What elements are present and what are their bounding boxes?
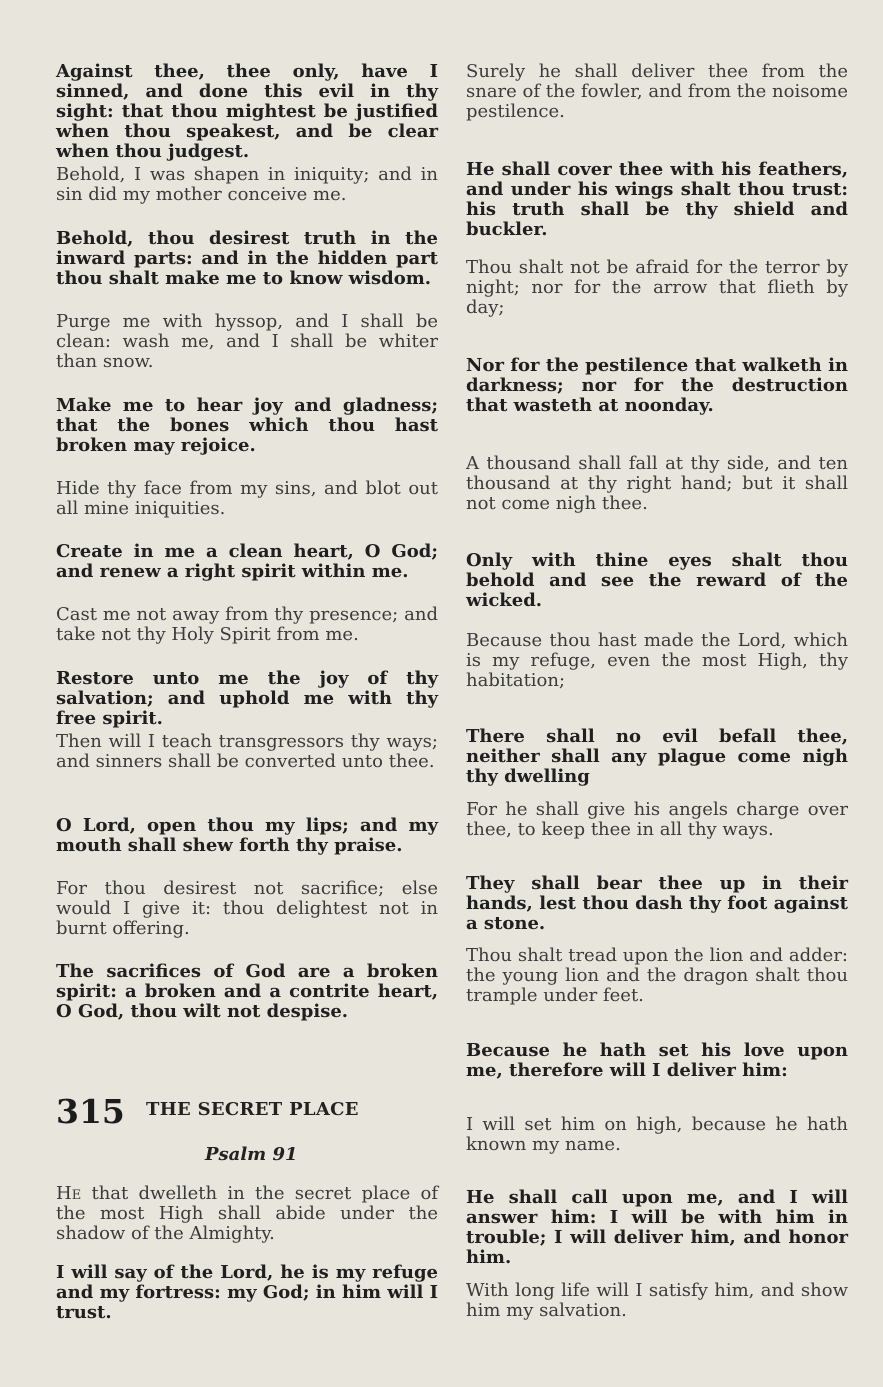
left-verse-6: Hide thy face from my sins, and blot out all mine iniquities. [56, 478, 438, 519]
left-verse-11: O Lord, open thou my lips; and my mouth shall shew forth thy praise. [56, 815, 438, 856]
right-verse-9: For he shall give his angels charge over thee, to keep thee in all thy ways. [466, 799, 848, 840]
right-verse-8: There shall no evil befall thee, neither shall any plague come nigh thy dwelling [466, 726, 848, 787]
left-verse-7: Create in me a clean heart, O God; and renew a right spirit within me. [56, 541, 438, 582]
left-verse-1: Against thee, thee only, have I sinned, and done this evil in thy sight: that thou mightest be justified when thou speakest, and be clear when thou judgest. [56, 61, 438, 162]
psalm-reference: Psalm 91 [205, 1144, 298, 1165]
left-verse-8: Cast me not away from thy presence; and take not thy Holy Spirit from me. [56, 604, 438, 645]
hymn-number: 315 [56, 1092, 125, 1131]
left-verse-5: Make me to hear joy and gladness; that the bones which thou hast broken may rejoice. [56, 395, 438, 456]
left-verse-9: Restore unto me the joy of thy salvation; and uphold me with thy free spirit. [56, 668, 438, 729]
right-verse-10: They shall bear thee up in their hands, lest thou dash thy foot against a stone. [466, 873, 848, 934]
left-verse-13: The sacrifices of God are a broken spirit: a broken and a contrite heart, O God, thou wilt not despise. [56, 961, 438, 1022]
right-verse-11: Thou shalt tread upon the lion and adder: the young lion and the dragon shalt thou trample under feet. [466, 945, 848, 1006]
right-verse-2: He shall cover thee with his feathers, and under his wings shalt thou trust: his truth shall be thy shield and buckler. [466, 159, 848, 240]
left-verse-10: Then will I teach transgressors thy ways; and sinners shall be converted unto thee. [56, 731, 438, 772]
right-verse-4: Nor for the pestilence that walketh in darkness; nor for the destruction that wasteth at noonday. [466, 355, 848, 416]
left-verse-3: Behold, thou desirest truth in the inward parts: and in the hidden part thou shalt make me to know wisdom. [56, 228, 438, 289]
right-verse-13: I will set him on high, because he hath known my name. [466, 1114, 848, 1155]
left-verse-4: Purge me with hyssop, and I shall be clean: wash me, and I shall be whiter than snow. [56, 311, 438, 372]
right-verse-5: A thousand shall fall at thy side, and ten thousand at thy right hand; but it shall not come nigh thee. [466, 453, 848, 514]
left-verse-12: For thou desirest not sacrifice; else would I give it: thou delightest not in burnt offering. [56, 878, 438, 939]
right-verse-15: With long life will I satisfy him, and show him my salvation. [466, 1280, 848, 1321]
right-verse-12: Because he hath set his love upon me, therefore will I deliver him: [466, 1040, 848, 1081]
left-verse-2: Behold, I was shapen in iniquity; and in sin did my mother conceive me. [56, 164, 438, 205]
drop-word: He [56, 1183, 82, 1204]
right-verse-1: Surely he shall deliver thee from the snare of the fowler, and from the noisome pestilence. [466, 61, 848, 122]
hymn-title: THE SECRET PLACE [146, 1099, 359, 1120]
hymn-verse-1-text: that dwelleth in the secret place of the most High shall abide under the shadow of the Almighty. [56, 1183, 438, 1244]
hymn-verse-1 [56, 1184, 438, 1244]
hymn-verse-2: I will say of the Lord, he is my refuge and my fortress: my God; in him will I trust. [56, 1262, 438, 1323]
right-verse-14: He shall call upon me, and I will answer him: I will be with him in trouble; I will deliver him, and honor him. [466, 1187, 848, 1268]
right-verse-6: Only with thine eyes shalt thou behold and see the reward of the wicked. [466, 550, 848, 611]
right-verse-3: Thou shalt not be afraid for the terror by night; nor for the arrow that flieth by day; [466, 257, 848, 318]
right-verse-7: Because thou hast made the Lord, which is my refuge, even the most High, thy habitation; [466, 630, 848, 691]
